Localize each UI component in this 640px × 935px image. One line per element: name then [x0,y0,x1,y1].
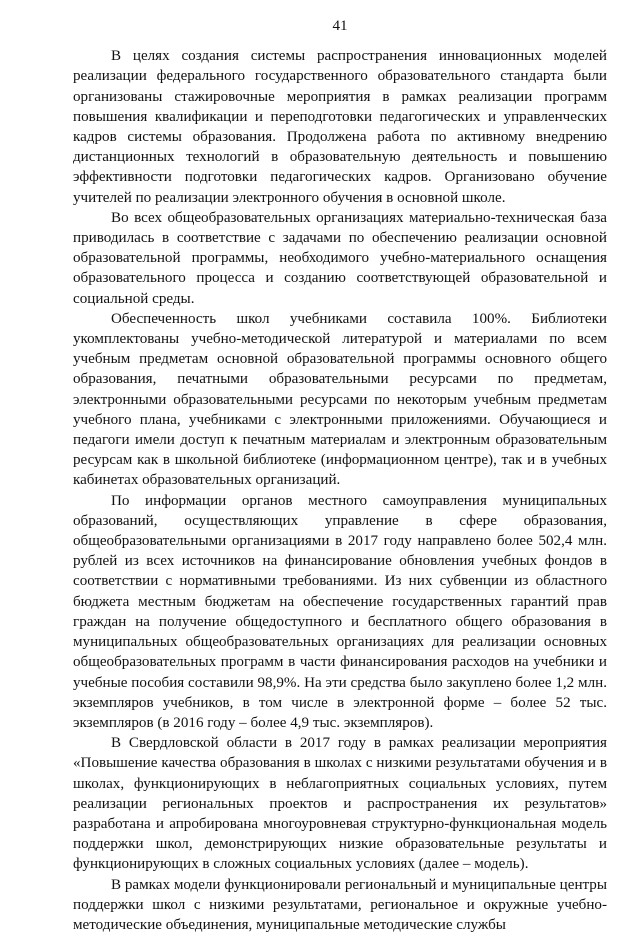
paragraph-5: В Свердловской области в 2017 году в рамках реализации мероприятия «Повышение качества образования в школах с низкими результатами обучения и в школах, функционирующих в неблагоприятных социальных условиях, путем реализации региональных проектов и распространения их результатов» разработана и апробирована многоуровневая структурно-функциональная модель поддержки школ, демонстрирующих низкие образовательные результаты и функционирующих в сложных социальных условиях (далее – модель). [73,735,607,873]
document-page [73,16,607,935]
paragraph-6: В рамках модели функционировали региональный и муниципальные центры поддержки школ с низкими результатами, региональное и окружные учебно-методические объединения, муниципальные методические службы [73,876,607,933]
paragraph-4: По информации органов местного самоуправления муниципальных образований, осуществляющих управление в сфере образования, общеобразовательными организациями в 2017 году направлено более 502,4 млн. рублей из всех источников на финансирование обновления учебных фондов в соответствии с нормативными требованиями. Из них субвенции из областного бюджета местным бюджетам на обеспечение государственных гарантий прав граждан на получение общедоступного и бесплатного общего образования в муниципальных общеобразовательных организациях для реализации основных общеобразовательных программ в части финансирования расходов на учебники и учебные пособия составили 98,9%. На эти средства было закуплено более 1,2 млн. экземпляров учебников, в том числе в электронной форме – более 52 тыс. экземпляров (в 2016 году – более 4,9 тыс. экземпляров). [73,492,607,731]
paragraph-2: Во всех общеобразовательных организациях материально-техническая база приводилась в соответствие с задачами по обеспечению реализации основной образовательной программы, необходимого учебно-материального оснащения образовательного процесса и созданию соответствующей образовательной и социальной среды. [73,209,607,307]
paragraph-3: Обеспеченность школ учебниками составила 100%. Библиотеки укомплектованы учебно-методической литературой и материалами по всем учебным предметам основной образовательной программы основного общего образования, печатными образовательными ресурсами по предметам, электронными образовательными ресурсами по некоторым учебным предметам учебного плана, учебниками с электронными приложениями. Обучающиеся и педагоги имели доступ к печатным материалам и электронным образовательным ресурсам как в школьной библиотеке (информационном центре), так и в учебных кабинетах образовательных организаций. [73,310,607,489]
paragraph-1: В целях создания системы распространения инновационных моделей реализации федерального государственного образовательного стандарта были организованы стажировочные мероприятия в рамках реализации программ повышения квалификации и переподготовки педагогических и управленческих кадров системы образования. Продолжена работа по активному внедрению дистанционных технологий в образовательную деятельность и повышению эффективности подготовки педагогических кадров. Организовано обучение учителей по реализации электронного обучения в основной школе. [73,48,607,206]
page-number: 41 [332,18,348,34]
